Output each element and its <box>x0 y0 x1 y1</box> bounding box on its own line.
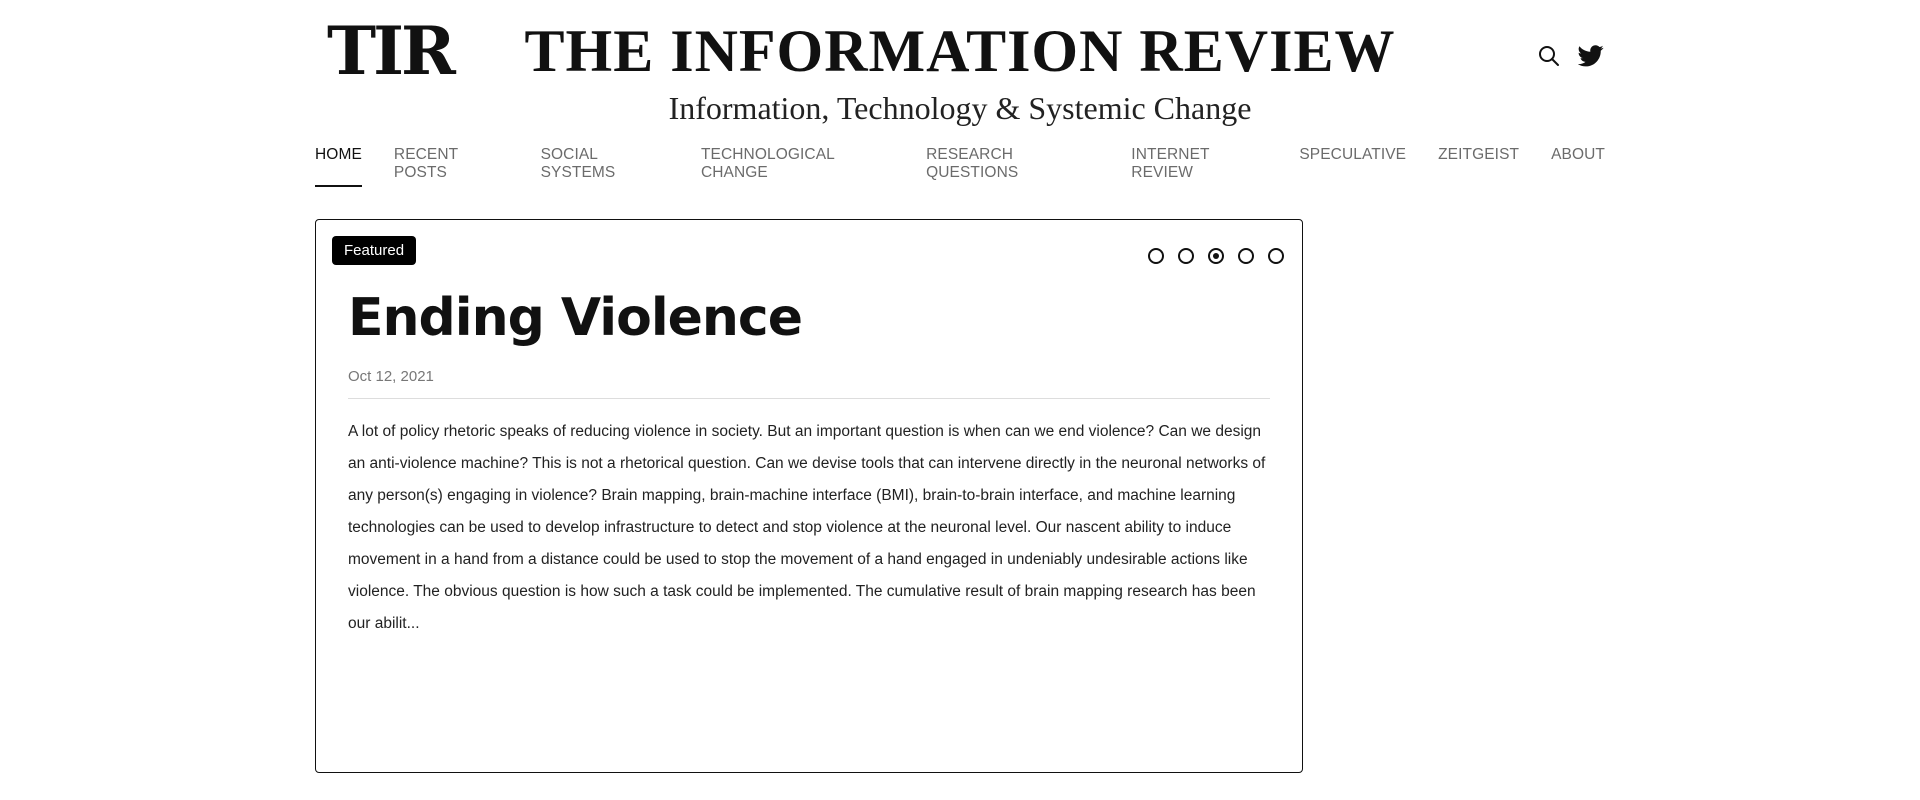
nav-item-speculative[interactable]: SPECULATIVE <box>1299 146 1407 163</box>
post-date: Oct 12, 2021 <box>348 368 434 385</box>
search-icon[interactable] <box>1535 42 1563 70</box>
nav-item-about[interactable]: ABOUT <box>1551 146 1606 163</box>
nav-item-internet-review[interactable]: INTERNET REVIEW <box>1131 146 1210 181</box>
nav-item-research-questions[interactable]: RESEARCH QUESTIONS <box>926 146 1019 181</box>
slider-dot-1[interactable] <box>1148 248 1164 264</box>
slider-dot-5[interactable] <box>1268 248 1284 264</box>
site-title[interactable]: THE INFORMATION REVIEW <box>524 18 1396 84</box>
slider-dot-4[interactable] <box>1238 248 1254 264</box>
site-tagline: Information, Technology & Systemic Change <box>668 90 1252 126</box>
nav-item-technological-change[interactable]: TECHNOLOGICAL CHANGE <box>700 146 835 181</box>
nav-item-home[interactable]: HOME <box>315 146 362 187</box>
featured-badge: Featured <box>332 236 416 265</box>
slider-dots <box>1148 248 1284 264</box>
nav-item-social-systems[interactable]: SOCIAL SYSTEMS <box>540 146 616 181</box>
divider <box>348 398 1270 399</box>
post-title[interactable]: Ending Violence <box>348 288 803 348</box>
nav-item-zeitgeist[interactable]: ZEITGEIST <box>1438 146 1520 163</box>
main-nav <box>315 146 1605 187</box>
post-excerpt: A lot of policy rhetoric speaks of reducing violence in society. But an important question is when can we end violence? Can we design an anti-violence machine? This is not a rhetorical question. Can we devise tools that can intervene directly in the neuronal networks of any person(s) engaging in violence? Brain mapping, brain-machine interface (BMI), brain-to-brain interface, and machine learning technologies can be used to develop infrastructure to detect and stop violence at the neuronal level. Our nascent ability to induce movement in a hand from a distance could be used to stop the movement of a hand engaged in undeniably undesirable actions like violence. The obvious question is how such a task could be implemented. The cumulative result of brain mapping research has been our abilit... <box>348 423 1266 632</box>
header-icons <box>1535 42 1605 70</box>
slider-dot-3[interactable] <box>1208 248 1224 264</box>
featured-post-card[interactable] <box>315 219 1303 773</box>
site-logo[interactable]: TIR <box>327 12 453 90</box>
site-header <box>315 0 1605 200</box>
nav-item-recent-posts[interactable]: RECENT POSTS <box>393 146 458 181</box>
slider-dot-2[interactable] <box>1178 248 1194 264</box>
twitter-icon[interactable] <box>1577 42 1605 70</box>
